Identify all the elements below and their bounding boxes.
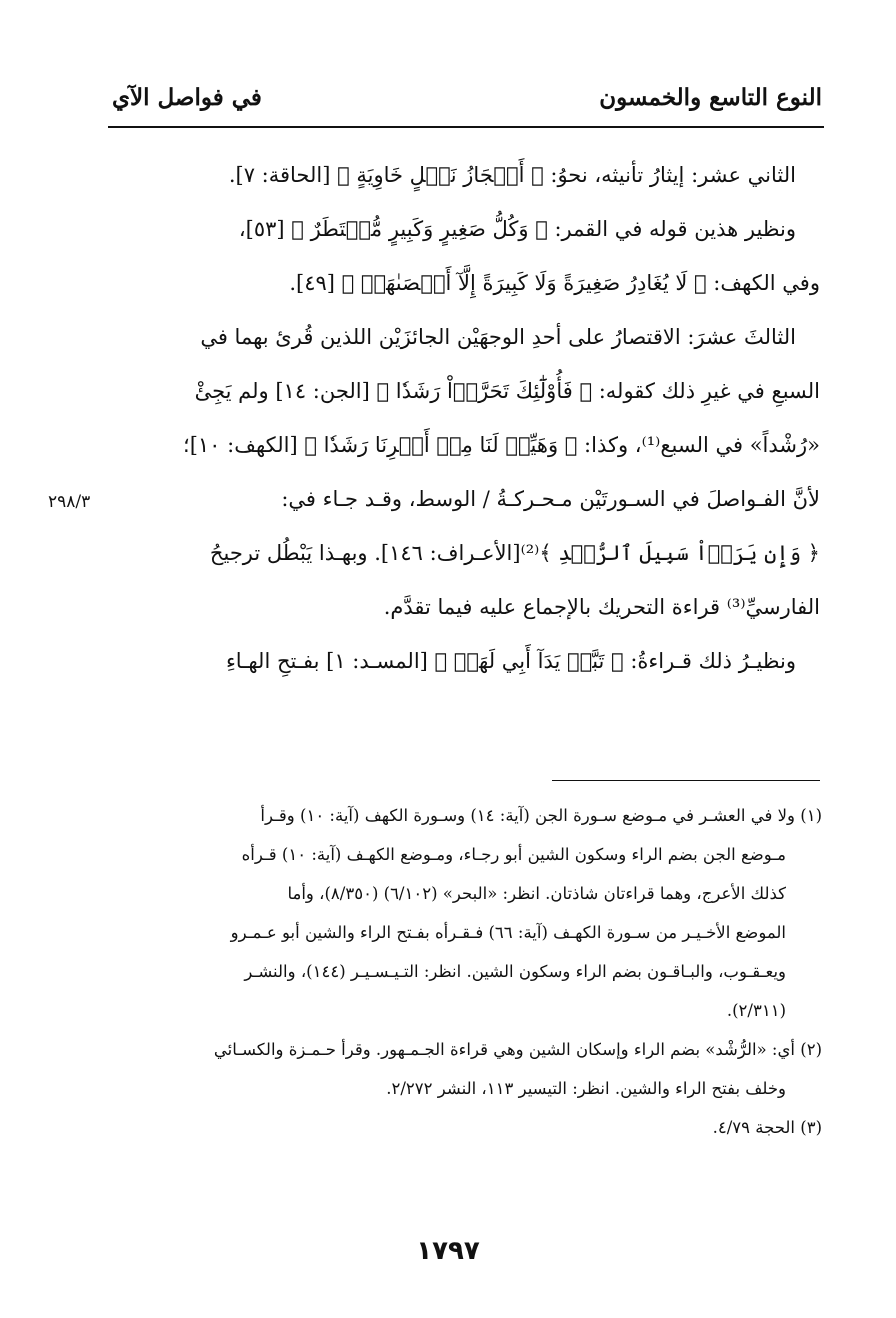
body-line: السبعِ في غيرِ ذلك كقوله: ﴿ فَأُوْلَٰٓئِكَ تَحَرَّوۡاْ رَشَدٗا ﴾ [الجن: ١٤] ولم يَجِئْ: [194, 379, 820, 403]
header-divider: [108, 126, 824, 128]
body-line: لأنَّ الفـواصلَ في السـورتَيْن مـحـركـةُ / الوسط، وقـد جـاء في:: [281, 487, 820, 511]
footnote-2-line: (٢) أي: «الرُّشْد» بضم الراء وإسكان الشين وهي قراءة الجـمـهور. وقرأ حـمـزة والكسـائي: [213, 1040, 822, 1059]
margin-reference: ٢٩٨/٣: [48, 492, 91, 512]
footnote-2-line: وخلف بفتح الراء والشين. انظر: التيسير ١١٣، النشر ٢/٢٧٢.: [386, 1079, 786, 1098]
footnotes: [96, 796, 822, 1147]
footnote-1-line: (٢/٣١١).: [726, 1001, 786, 1020]
footnote-1-line: كذلك الأعرج، وهما قراءتان شاذتان. انظر: «البحر» (٦/١٠٢) (٨/٣٥٠)، وأما: [287, 884, 786, 903]
header-chapter-title: النوع التاسع والخمسون: [599, 84, 822, 111]
body-line: الفارسيِّ⁽³⁾ قراءة التحريك بالإجماع عليه فيما تقدَّم.: [383, 595, 820, 619]
body-line: الثاني عشر: إيثارُ تأنيثه، نحوُ: ﴿ أَعۡجَازُ نَخۡلٍ خَاوِيَةٍ ﴾ [الحاقة: ٧].: [228, 163, 796, 187]
main-text: [108, 148, 820, 688]
footnote-divider: [552, 780, 820, 781]
footnote-1-line: الموضع الأخـيـر من سـورة الكهـف (آية: ٦٦) فـقـرأه بفـتح الراء والشين أبو عـمـرو: [230, 923, 786, 942]
running-header: [112, 80, 822, 120]
page-number: ١٧٩٧: [416, 1236, 480, 1266]
footnote-1-line: مـوضع الجن بضم الراء وسكون الشين أبو رجـاء، ومـوضع الكهـف (آية: ١٠) قـرأه: [241, 845, 786, 864]
body-line: ونظيـرُ ذلك قـراءةُ: ﴿ تَبَّتۡ يَدَآ أَبِي لَهَبٖ ﴾ [المسـد: ١] بفـتحِ الهـاءِ: [225, 649, 796, 673]
body-line: ونظير هذين قوله في القمر: ﴿ وَكُلُّ صَغِيرٍ وَكَبِيرٍ مُّسۡتَطَرٌ ﴾ [٥٣]،: [238, 217, 796, 241]
body-line: الثالثَ عشرَ: الاقتصارُ على أحدِ الوجهَيْن الجائزَيْن اللذين قُرئ بهما في: [200, 325, 796, 349]
footnote-1-line: ويعـقـوب، والبـاقـون بضم الراء وسكون الشين. انظر: التـيـسـيـر (١٤٤)، والنشـر: [244, 962, 786, 981]
footnote-1-line: (١) ولا في العشـر في مـوضع سـورة الجن (آية: ١٤) وسـورة الكهف (آية: ١٠) وقـرأ: [260, 806, 822, 825]
body-line: «رُشْداً» في السبع⁽¹⁾، وكذا: ﴿ وَهَيِّئۡ لَنَا مِنۡ أَمۡرِنَا رَشَدٗا ﴾ [الكهف: ١٠]؛: [183, 433, 820, 457]
body-line: وفي الكهف: ﴿ لَا يُغَادِرُ صَغِيرَةً وَلَا كَبِيرَةً إِلَّآ أَحۡصَىٰهَاۚ ﴾ [٤٩].: [289, 271, 820, 295]
header-section-title: في فواصل الآي: [112, 84, 262, 111]
footnote-3-line: (٣) الحجة ٤/٧٩.: [712, 1118, 822, 1137]
body-line: ﴿ وَإِن يَرَوۡاْ سَبِيلَ ٱلرُّشۡدِ ﴾⁽²⁾[الأعـراف: ١٤٦]. وبهـذا يَبْطُل ترجيحُ: [209, 541, 820, 565]
